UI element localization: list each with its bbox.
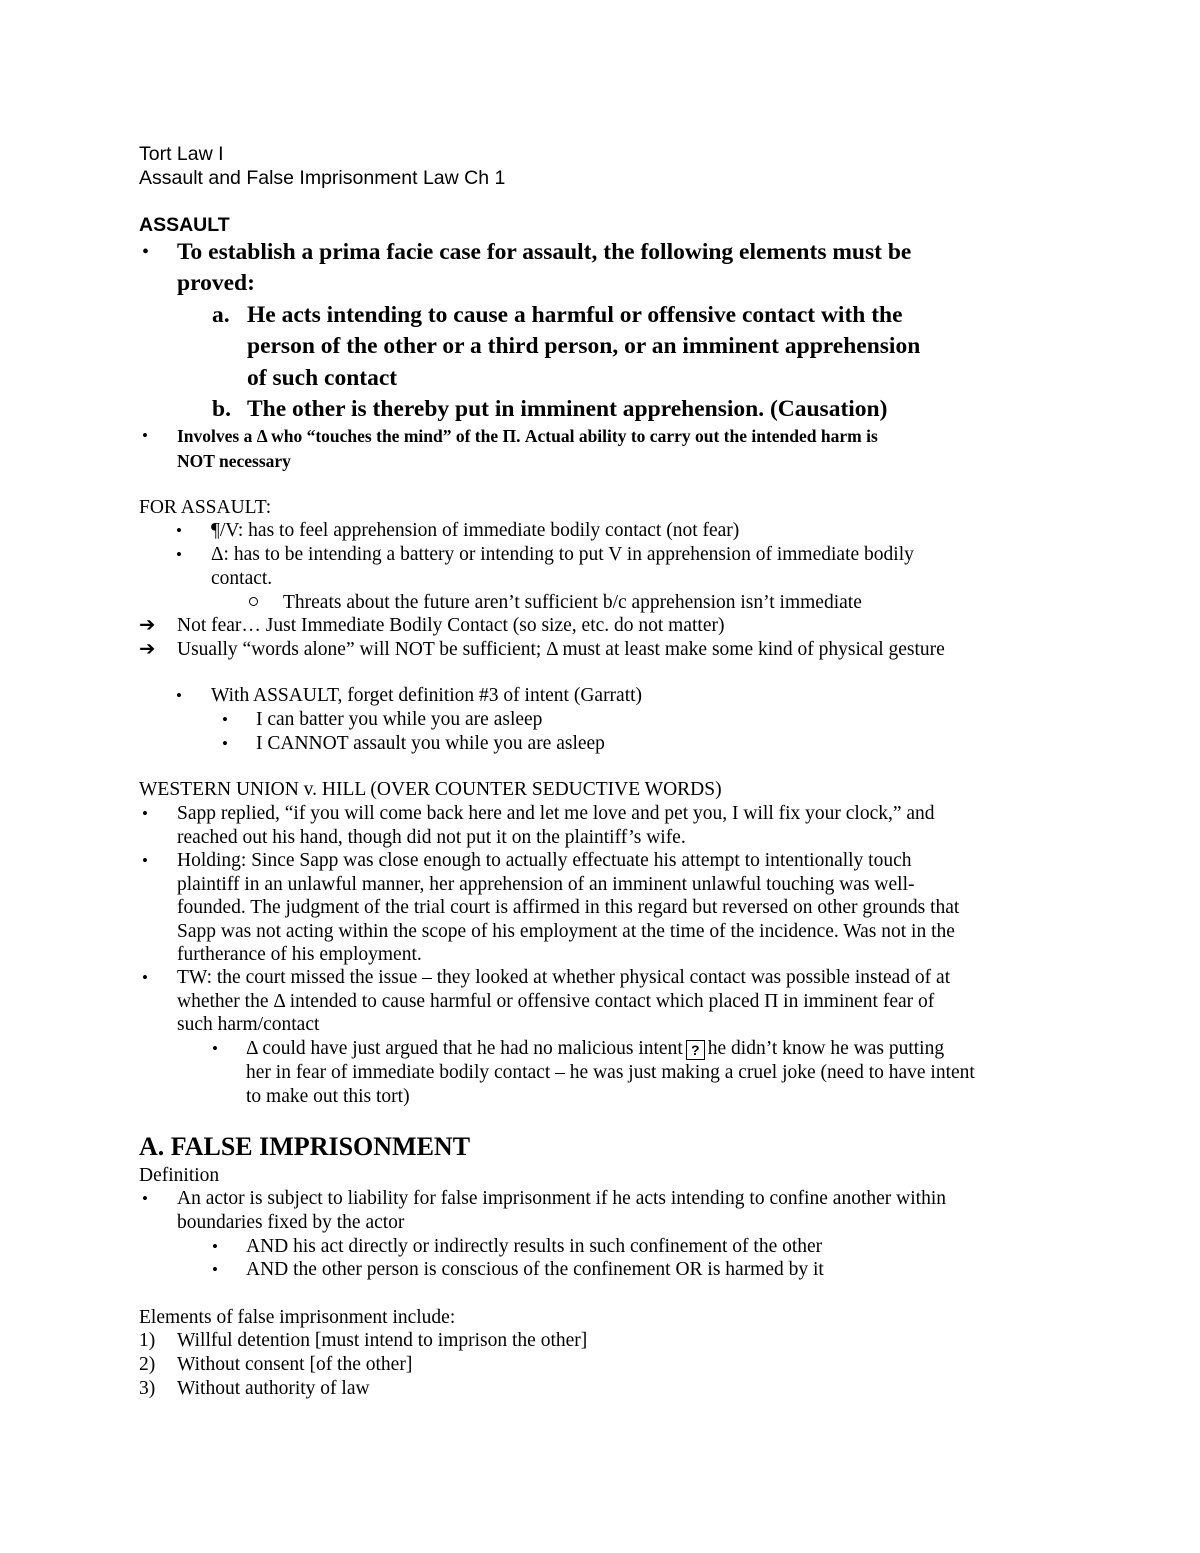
holding-line-3: founded. The judgment of the trial court is affirmed in this regard but reversed on other grounds that — [177, 897, 960, 918]
bullet-icon: • — [212, 1039, 218, 1058]
bullet-icon: • — [212, 1237, 218, 1256]
bullet-icon: • — [222, 734, 228, 753]
delta-line-1: Δ: has to be intending a battery or intending to put V in apprehension of immediate bodily — [211, 544, 914, 565]
elements-label: Elements of false imprisonment include: — [139, 1307, 456, 1328]
element-a-line-2: person of the other or a third person, or an imminent apprehension — [247, 333, 921, 359]
doc-chapter-title: Assault and False Imprisonment Law Ch 1 — [139, 167, 506, 189]
bullet-icon: • — [176, 545, 182, 564]
holding-line-2: plaintiff in an unlawful manner, her apprehension of an imminent unlawful touching was well- — [177, 874, 915, 895]
element-text: Willful detention [must intend to imprison the other] — [177, 1330, 588, 1351]
element-a-label: a. — [212, 302, 230, 328]
bullet-icon: • — [176, 686, 182, 705]
holding-line-1: Holding: Since Sapp was close enough to actually effectuate his attempt to intentionally touch — [177, 850, 912, 871]
bullet-icon: • — [142, 804, 148, 823]
element-a-line-1: He acts intending to cause a harmful or offensive contact with the — [247, 302, 903, 328]
element-a-line-3: of such contact — [247, 365, 398, 391]
bullet-icon: • — [222, 710, 228, 729]
element-text: Without consent [of the other] — [177, 1354, 413, 1375]
not-fear-line: Not fear… Just Immediate Bodily Contact (so size, etc. do not matter) — [177, 615, 725, 636]
element-text: Without authority of law — [177, 1378, 370, 1399]
element-number: 2) — [139, 1354, 156, 1375]
batter-line: I can batter you while you are asleep — [256, 709, 543, 730]
threats-line: Threats about the future aren’t sufficient b/c apprehension isn’t immediate — [283, 592, 862, 613]
garratt-line: With ASSAULT, forget definition #3 of intent (Garratt) — [211, 685, 643, 706]
bullet-icon: • — [142, 241, 150, 263]
element-b-line-1: The other is thereby put in imminent apprehension. (Causation) — [247, 396, 888, 422]
hollow-circle-bullet-icon — [249, 597, 258, 606]
definition-sub-2: AND the other person is conscious of the confinement OR is harmed by it — [246, 1259, 824, 1280]
element-b-label: b. — [212, 396, 231, 422]
delta-line-2: contact. — [211, 568, 273, 589]
delta-argue-line-1 — [246, 1037, 944, 1061]
involves-line-2: NOT necessary — [177, 451, 291, 471]
sapp-line-2: reached out his hand, though did not put it on the plaintiff’s wife. — [177, 827, 686, 848]
delta-argue-text-after: he didn’t know he was putting — [707, 1038, 945, 1059]
tw-line-2: whether the Δ intended to cause harmful or offensive contact which placed Π in imminent fear of — [177, 991, 935, 1012]
prima-facie-line-2: proved: — [177, 270, 255, 296]
delta-argue-text-before: Δ could have just argued that he had no malicious intent — [246, 1038, 683, 1059]
bullet-icon: • — [142, 851, 148, 870]
element-number: 3) — [139, 1378, 156, 1399]
definition-label: Definition — [139, 1165, 220, 1186]
involves-line-1: Involves a Δ who “touches the mind” of the Π. Actual ability to carry out the intended harm is — [177, 426, 878, 446]
delta-argue-line-3: to make out this tort) — [246, 1086, 410, 1107]
tw-line-3: such harm/contact — [177, 1014, 320, 1035]
bullet-icon: • — [212, 1260, 218, 1279]
holding-line-4: Sapp was not acting within the scope of his employment at the time of the incidence. Was not in the — [177, 921, 955, 942]
sapp-line-1: Sapp replied, “if you will come back here and let me love and pet you, I will fix your clock,” and — [177, 803, 935, 824]
question-box-icon: ? — [686, 1040, 705, 1060]
cannot-line: I CANNOT assault you while you are asleep — [256, 733, 605, 754]
bullet-icon: • — [142, 426, 148, 445]
pv-line: ¶/V: has to feel apprehension of immediate bodily contact (not fear) — [211, 520, 740, 541]
arrow-right-icon: ➔ — [139, 639, 156, 660]
holding-line-5: furtherance of his employment. — [177, 944, 422, 965]
prima-facie-line-1: To establish a prima facie case for assault, the following elements must be — [177, 239, 912, 265]
delta-argue-line-2: her in fear of immediate bodily contact – he was just making a cruel joke (need to have intent — [246, 1062, 975, 1083]
definition-sub-1: AND his act directly or indirectly results in such confinement of the other — [246, 1236, 823, 1257]
element-number: 1) — [139, 1330, 156, 1351]
western-union-heading: WESTERN UNION v. HILL (OVER COUNTER SEDUCTIVE WORDS) — [139, 779, 722, 800]
tw-line-1: TW: the court missed the issue – they looked at whether physical contact was possible instead of at — [177, 967, 951, 988]
for-assault-heading: FOR ASSAULT: — [139, 497, 272, 518]
false-imprisonment-heading: A. FALSE IMPRISONMENT — [139, 1132, 471, 1161]
doc-course-title: Tort Law I — [139, 143, 224, 165]
arrow-right-icon: ➔ — [139, 615, 156, 636]
assault-heading: ASSAULT — [139, 214, 230, 236]
definition-line-2: boundaries fixed by the actor — [177, 1212, 405, 1233]
definition-line-1: An actor is subject to liability for false imprisonment if he acts intending to confine another within — [177, 1188, 946, 1209]
words-alone-line: Usually “words alone” will NOT be sufficient; Δ must at least make some kind of physical gesture — [177, 639, 945, 660]
bullet-icon: • — [176, 521, 182, 540]
bullet-icon: • — [142, 968, 148, 987]
bullet-icon: • — [142, 1189, 148, 1208]
